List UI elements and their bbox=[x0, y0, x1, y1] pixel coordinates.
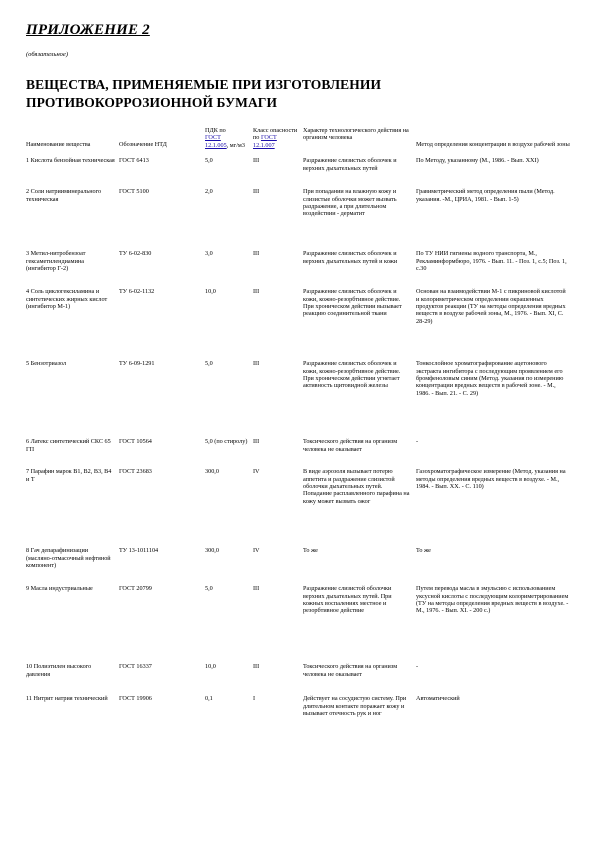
header-ntd: Обозначение НТД bbox=[119, 141, 167, 148]
cell-ntd: ГОСТ 19906 bbox=[119, 695, 152, 703]
table-row bbox=[26, 438, 574, 468]
cell-ntd: ГОСТ 16337 bbox=[119, 663, 152, 671]
table-row bbox=[26, 663, 574, 695]
header-class-label: Класс опасности по bbox=[253, 127, 298, 142]
cell-method: - bbox=[416, 663, 419, 671]
cell-ntd: ГОСТ 23683 bbox=[119, 468, 152, 476]
table-row bbox=[26, 547, 574, 585]
cell-character: Токсического действия на организм человека не оказывает bbox=[303, 438, 398, 453]
cell-character: Раздражение слизистой оболочки верхних дыхательных путей. При кожных воспалениях местное и резорбтивное действие bbox=[303, 585, 392, 615]
table-row bbox=[26, 695, 574, 735]
cell-name: 1 Кислота бензойная техническая bbox=[26, 157, 115, 165]
cell-method: Путем перевода масла в эмульсию с использованием уксусной кислоты с последующим колориметрированием (ТУ на методы определения вредных веществ в воздухе. - М., 1976. - Вып. XI. - 200 с.) bbox=[416, 585, 569, 615]
cell-pdk: 0,1 bbox=[205, 695, 213, 703]
cell-character: Раздражение слизистых оболочек и кожи, кожно-резорбтивное действие. При хроническом действии вызывает реакцию соединительной ткани bbox=[303, 288, 402, 318]
cell-ntd: ГОСТ 20799 bbox=[119, 585, 152, 593]
cell-name: 3 Метил-нитробензоат гексаметилендиамина (ингибитор Г-2) bbox=[26, 250, 86, 273]
table-row bbox=[26, 188, 574, 250]
cell-ntd: ТУ 6-02-830 bbox=[119, 250, 152, 258]
cell-ntd: ТУ 6-09-1291 bbox=[119, 360, 155, 368]
table-row bbox=[26, 468, 574, 547]
cell-pdk: 10,0 bbox=[205, 288, 216, 296]
cell-character: То же bbox=[303, 547, 318, 555]
gost-12-1-005-link[interactable] bbox=[205, 134, 227, 148]
cell-class: IV bbox=[253, 547, 260, 555]
cell-character: Раздражение слизистых оболочек и верхних дыхательных путей и кожи bbox=[303, 250, 398, 265]
cell-character: При попадании на влажную кожу и слизистые оболочки может вызвать раздражение, а при длительном воздействии - дерматит bbox=[303, 188, 397, 218]
cell-name: 4 Соль циклогексиламина и синтетических жирных кислот (ингибитор М-1) bbox=[26, 288, 108, 311]
cell-name: 7 Парафин марок В1, В2, В3, В4 и Т bbox=[26, 468, 112, 483]
cell-method: Тонкослойное хроматографирование ацетонового экстракта ингибитора с последующим проявлением его бромфеноловым синим (Метод. указания по измерению концентрации вредных веществ в рабочей зоне. - М., 1986. - Вып. 21. - С. 29) bbox=[416, 360, 564, 397]
cell-pdk: 2,0 bbox=[205, 188, 213, 196]
cell-pdk: 5,0 bbox=[205, 157, 213, 165]
cell-pdk: 5,0 bbox=[205, 585, 213, 593]
cell-name: 9 Масла индустриальные bbox=[26, 585, 93, 593]
cell-class: III bbox=[253, 585, 260, 593]
cell-pdk: 300,0 bbox=[205, 547, 219, 555]
cell-class: I bbox=[253, 695, 256, 703]
cell-character: Токсического действия на организм человека не оказывает bbox=[303, 663, 398, 678]
cell-method: То же bbox=[416, 547, 431, 555]
cell-character: Раздражение слизистых оболочек и кожи, кожно-резорбтивное действие. При хроническом действии угнетает активность щитовидной железы bbox=[303, 360, 401, 390]
cell-pdk: 3,0 bbox=[205, 250, 213, 258]
appendix-note: (обязательное) bbox=[26, 51, 68, 58]
cell-name: 10 Полиэтилен высокого давления bbox=[26, 663, 92, 678]
appendix-title: ПРИЛОЖЕНИЕ 2 bbox=[26, 22, 150, 38]
table-header-row bbox=[26, 127, 574, 157]
table-row bbox=[26, 585, 574, 663]
cell-name: 5 Бензотриазол bbox=[26, 360, 67, 368]
table-row bbox=[26, 157, 574, 188]
header-pdk-unit: , мг/м3 bbox=[226, 141, 245, 149]
cell-pdk: 5,0 (по стиролу) bbox=[205, 438, 248, 446]
cell-class: III bbox=[253, 188, 260, 196]
cell-method: Гравиметрический метод определения пыли (Метод. указания. -М., ЦРИА, 1981. - Вып. 1-5) bbox=[416, 188, 555, 203]
substances-table bbox=[26, 127, 574, 735]
cell-pdk: 300,0 bbox=[205, 468, 219, 476]
cell-class: III bbox=[253, 157, 260, 165]
cell-ntd: ГОСТ 5100 bbox=[119, 188, 149, 196]
cell-method: По Методу, указанному (М., 1986. - Вып. XXI) bbox=[416, 157, 539, 165]
cell-class: III bbox=[253, 288, 260, 296]
header-name: Наименование вещества bbox=[26, 141, 91, 148]
cell-ntd: ТУ 6-02-1132 bbox=[119, 288, 155, 296]
cell-class: III bbox=[253, 663, 260, 671]
cell-ntd: ГОСТ 10564 bbox=[119, 438, 152, 446]
gost-12-1-005-link-word: ГОСТ bbox=[205, 134, 221, 142]
gost-12-1-005-link-number: 12.1.005 bbox=[205, 141, 227, 149]
cell-name: 8 Гач депарафинизации (масляно-отмасочный нефтяной компонент) bbox=[26, 547, 111, 570]
cell-name: 11 Нитрит натрия технический bbox=[26, 695, 108, 703]
gost-12-1-007-link-word: ГОСТ bbox=[260, 134, 277, 142]
cell-pdk: 5,0 bbox=[205, 360, 213, 368]
cell-class: III bbox=[253, 250, 260, 258]
cell-character: Раздражение слизистых оболочек и верхних дыхательных путей bbox=[303, 157, 397, 172]
cell-method: - bbox=[416, 438, 419, 446]
gost-12-1-007-link-number: 12.1.007 bbox=[253, 141, 275, 149]
table-row bbox=[26, 360, 574, 438]
cell-ntd: ТУ 13-1011104 bbox=[119, 547, 159, 555]
cell-method: Основан на взаимодействии М-1 с пикриновой кислотой и колориметрическом определении окрашенных продуктов реакции (ТУ на методы определения вредных веществ в воздухе рабочей зоны, М., 1976. - Вып. XI, С. 28-29) bbox=[416, 288, 566, 325]
header-pdk bbox=[205, 127, 253, 157]
header-pdk-label: ПДК по bbox=[205, 127, 226, 134]
table-row bbox=[26, 288, 574, 360]
cell-class: IV bbox=[253, 468, 260, 476]
table-row bbox=[26, 250, 574, 288]
cell-method: По ТУ НИИ гигиены водного транспорта, М., Рекламинформбюро, 1976. - Вып. 11. - Поз. 1, с.5; Поз. 1, с.30 bbox=[416, 250, 567, 273]
cell-class: III bbox=[253, 360, 260, 368]
header-character: Характер технологического действия на организм человека bbox=[303, 127, 409, 142]
cell-class: III bbox=[253, 438, 260, 446]
cell-pdk: 10,0 bbox=[205, 663, 216, 671]
cell-name: 6 Латекс синтетический СКС 65 ГП bbox=[26, 438, 111, 453]
cell-method: Газохроматографическое измерение (Метод. указания на методы определения вредных веществ в воздухе. - М., 1984. - Вып. XX. - С. 110) bbox=[416, 468, 566, 491]
header-class bbox=[253, 127, 303, 157]
cell-character: В виде аэрозоля вызывает потерю аппетита и раздражение слизистой оболочки дыхательных путей. Попадание расплавленного парафина на кожу может вызвать ожог bbox=[303, 468, 410, 505]
cell-ntd: ГОСТ 6413 bbox=[119, 157, 149, 165]
cell-character: Действует на сосудистую систему. При длительном контакте поражает кожу и вызывает отечность рук и ног bbox=[303, 695, 407, 718]
header-method: Метод определения концентрации в воздухе рабочей зоны bbox=[416, 141, 570, 148]
document-heading: ВЕЩЕСТВА, ПРИМЕНЯЕМЫЕ ПРИ ИЗГОТОВЛЕНИИ ПРОТИВОКОРРОЗИОННОЙ БУМАГИ bbox=[26, 77, 382, 110]
cell-name: 2 Соли натрииминерального техническая bbox=[26, 188, 102, 203]
cell-method: Автоматический bbox=[416, 695, 460, 703]
